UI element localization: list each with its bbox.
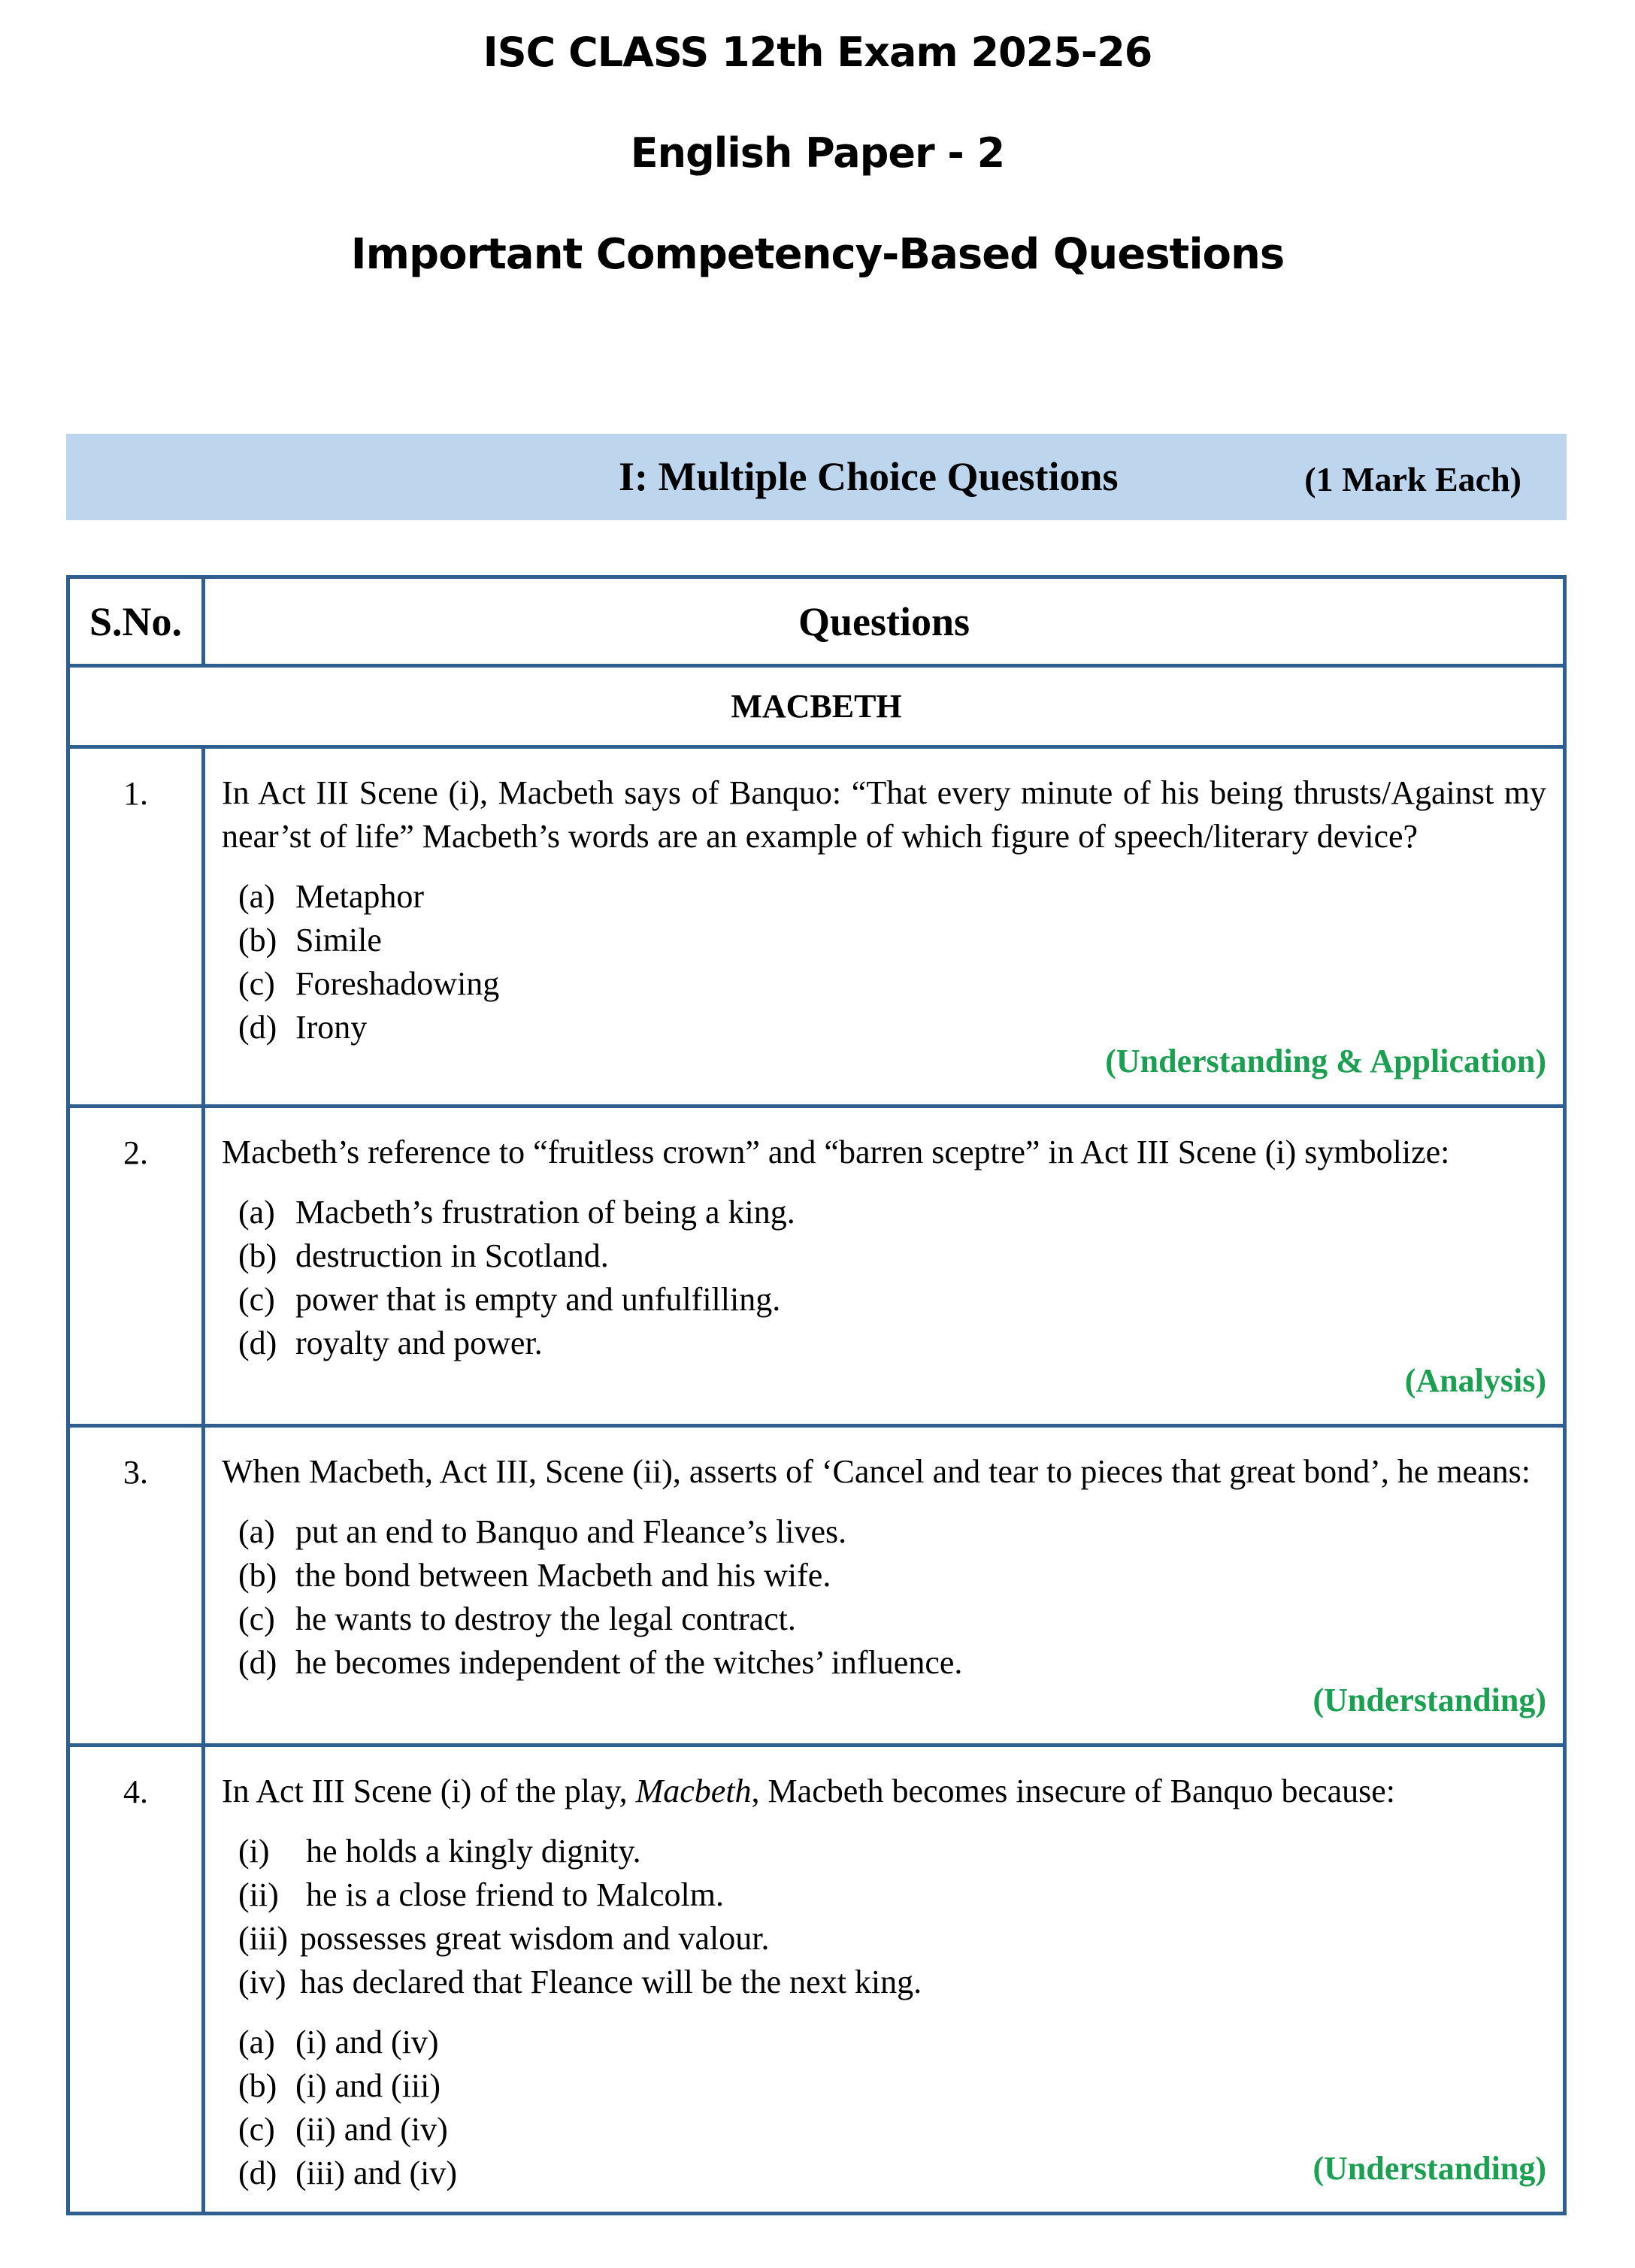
question-number: 2. — [68, 1107, 204, 1426]
question-cell — [204, 1746, 1565, 2214]
option-label: (b) — [238, 2067, 277, 2104]
option-item — [238, 1510, 1546, 1554]
option-text: Foreshadowing — [295, 965, 500, 1002]
option-label: (b) — [238, 922, 277, 958]
competency-tag: (Understanding) — [1313, 2150, 1546, 2187]
option-label: (a) — [238, 2024, 275, 2061]
option-item — [238, 1191, 1546, 1234]
option-item — [238, 2064, 1546, 2108]
question-number: 1. — [68, 747, 204, 1107]
statement-item — [238, 1873, 1546, 1917]
options-list — [222, 1191, 1546, 1365]
statement-item — [238, 1830, 1546, 1873]
option-text: the bond between Macbeth and his wife. — [295, 1557, 831, 1594]
statement-item — [238, 1917, 1546, 1961]
option-label: (a) — [238, 878, 275, 915]
question-text: In Act III Scene (i) of the play, Macbeth, Macbeth becomes insecure of Banquo because: — [222, 1773, 1395, 1809]
questions-heading: Important Competency-Based Questions — [350, 230, 1285, 279]
option-text: Macbeth’s frustration of being a king. — [295, 1194, 795, 1231]
option-label: (a) — [238, 1513, 275, 1550]
option-text: Metaphor — [295, 878, 425, 915]
option-item — [238, 1278, 1546, 1322]
option-item — [238, 875, 1546, 919]
section-title: I: Multiple Choice Questions — [619, 454, 1119, 499]
statement-text: he holds a kingly dignity. — [306, 1833, 641, 1870]
question-cell — [204, 747, 1565, 1107]
option-text: (ii) and (iv) — [295, 2111, 448, 2148]
question-text: When Macbeth, Act III, Scene (ii), asserts of ‘Cancel and tear to pieces that great bond’, he means: — [222, 1453, 1531, 1490]
option-label: (c) — [238, 1281, 275, 1318]
option-text: (i) and (iii) — [295, 2067, 441, 2104]
option-text: (i) and (iv) — [295, 2024, 439, 2061]
question-text: Macbeth’s reference to “fruitless crown” and “barren sceptre” in Act III Scene (i) symbolize: — [222, 1134, 1450, 1170]
option-text: royalty and power. — [295, 1325, 543, 1361]
table-row — [68, 747, 1565, 1107]
option-label: (d) — [238, 1644, 277, 1681]
question-number: 3. — [68, 1426, 204, 1746]
option-label: (c) — [238, 1600, 275, 1637]
option-label: (b) — [238, 1557, 277, 1594]
group-label: MACBETH — [68, 666, 1565, 747]
option-text: (iii) and (iv) — [295, 2154, 458, 2191]
option-item — [238, 2021, 1546, 2064]
statement-item — [238, 1961, 1546, 2004]
statement-text: has declared that Fleance will be the next king. — [300, 1964, 922, 2000]
questions-table — [66, 575, 1567, 2215]
option-item — [238, 1597, 1546, 1641]
option-text: he becomes independent of the witches’ influence. — [295, 1644, 963, 1681]
competency-tag: (Analysis) — [1404, 1362, 1546, 1399]
competency-tag: (Understanding) — [1313, 1682, 1546, 1718]
document-title: ISC CLASS 12th Exam 2025-26 — [483, 29, 1152, 76]
option-text: destruction in Scotland. — [295, 1237, 609, 1274]
statements-list — [222, 1830, 1546, 2004]
paper-subtitle: English Paper - 2 — [630, 129, 1005, 177]
option-text: power that is empty and unfulfilling. — [295, 1281, 781, 1318]
option-label: (c) — [238, 2111, 275, 2148]
option-item — [238, 919, 1546, 962]
option-label: (a) — [238, 1194, 275, 1231]
option-label: (c) — [238, 965, 275, 1002]
option-text: Irony — [295, 1009, 368, 1046]
table-header-row — [68, 577, 1565, 666]
option-item — [238, 1322, 1546, 1365]
option-item — [238, 2108, 1546, 2151]
option-label: (d) — [238, 1325, 277, 1361]
section-marks: (1 Mark Each) — [1304, 460, 1521, 498]
option-text: put an end to Banquo and Fleance’s lives. — [295, 1513, 847, 1550]
option-text: he wants to destroy the legal contract. — [295, 1600, 796, 1637]
options-list — [222, 1510, 1546, 1685]
table-row — [68, 1426, 1565, 1746]
section-banner — [66, 434, 1567, 520]
statement-label: (iii) — [238, 1920, 288, 1957]
statement-text: possesses great wisdom and valour. — [300, 1920, 770, 1957]
option-label: (b) — [238, 1237, 277, 1274]
statement-label: (i) — [238, 1833, 270, 1870]
group-row — [68, 666, 1565, 747]
statement-label: (iv) — [238, 1964, 286, 2000]
statement-label: (ii) — [238, 1876, 279, 1913]
option-item — [238, 1234, 1546, 1278]
question-cell — [204, 1426, 1565, 1746]
column-header-sno: S.No. — [68, 577, 204, 666]
statement-text: he is a close friend to Malcolm. — [306, 1876, 724, 1913]
table-row — [68, 1746, 1565, 2214]
option-label: (d) — [238, 1009, 277, 1046]
question-number: 4. — [68, 1746, 204, 2214]
question-cell — [204, 1107, 1565, 1426]
table-row — [68, 1107, 1565, 1426]
play-title: Macbeth — [635, 1773, 752, 1809]
column-header-questions: Questions — [204, 577, 1565, 666]
question-text: In Act III Scene (i), Macbeth says of Banquo: “That every minute of his being thrusts/Against my near’st of life” Macbeth’s words are an example of which figure of speech/literary device? — [222, 774, 1546, 855]
option-text: Simile — [295, 922, 382, 958]
competency-tag: (Understanding & Application) — [1105, 1043, 1546, 1079]
option-label: (d) — [238, 2154, 277, 2191]
option-item — [238, 962, 1546, 1006]
options-list — [222, 875, 1546, 1049]
option-item — [238, 1554, 1546, 1597]
